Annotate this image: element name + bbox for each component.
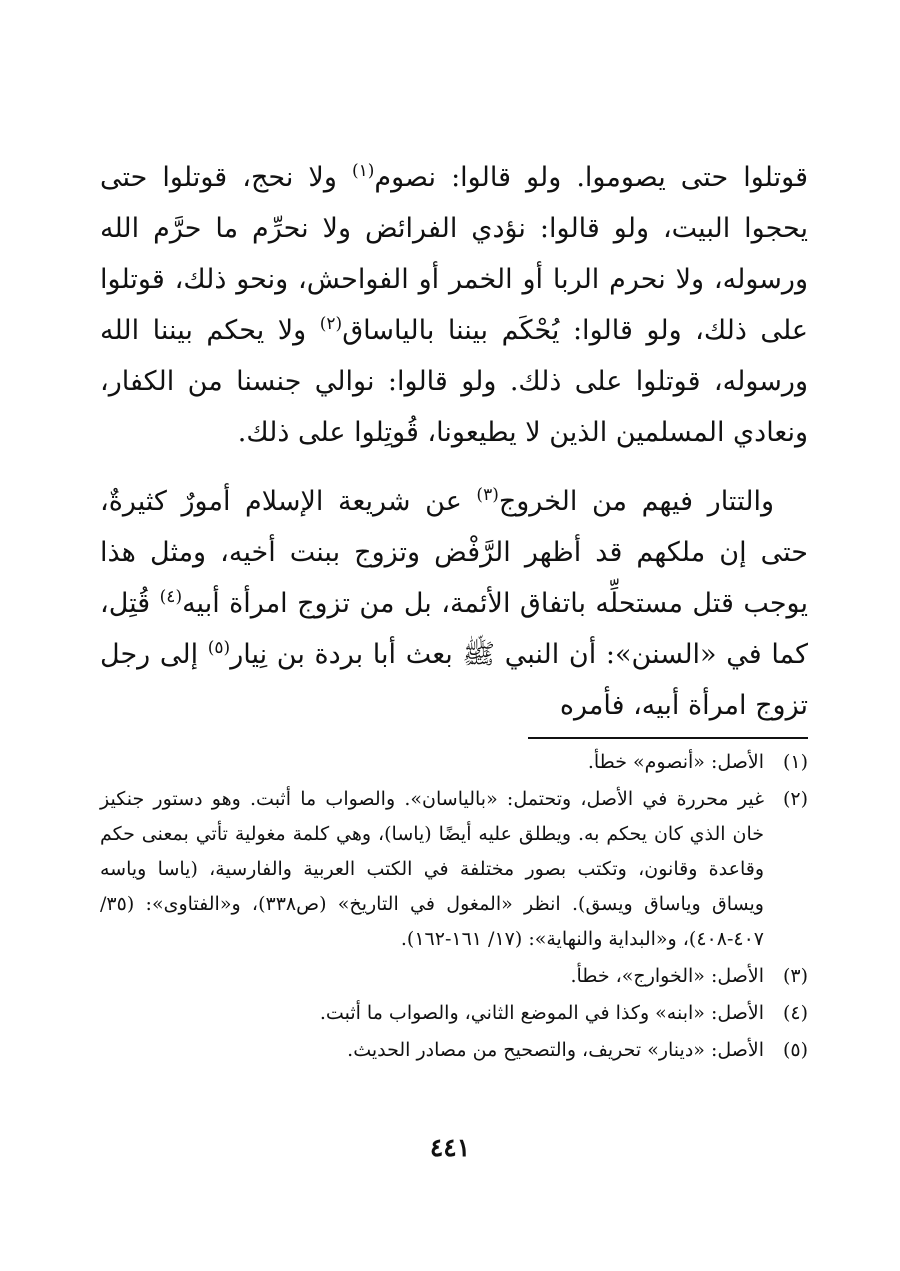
footnotes-list: [100, 745, 808, 1070]
footnote-ref-5: (٥): [207, 638, 231, 658]
paragraph-2: [100, 476, 808, 731]
paragraph-2-part-b: عن شريعة الإسلام أمورٌ كثيرةٌ، حتى إن ملكهم قد أظهر الرَّفْض وتزوج ببنت أخيه، ومثل هذا يوجب قتل مستحلِّه باتفاق الأئمة، بل من تزوج امرأة أبيه: [100, 486, 808, 619]
footnote-number: (٢): [782, 788, 808, 810]
footnote-text: الأصل: «ابنه» وكذا في الموضع الثاني، والصواب ما أثبت.: [319, 1002, 764, 1024]
footnote-ref-2: (٢): [319, 314, 343, 334]
paragraph-1-part-a: قوتلوا حتى يصوموا. ولو قالوا: نصوم: [374, 162, 808, 193]
footnote-item: [100, 959, 808, 994]
paragraph-1-part-c: ولا يحكم بيننا الله ورسوله، قوتلوا على ذلك. ولو قالوا: نوالي جنسنا من الكفار، ونعادي المسلمين الذين لا يطيعونا، قُوتِلوا على ذلك.: [100, 315, 808, 448]
footnote-item: [100, 782, 808, 957]
footnote-item: [100, 745, 808, 780]
paragraph-1-part-b: ولا نحج، قوتلوا حتى يحجوا البيت، ولو قالوا: نؤدي الفرائض ولا نحرِّم ما حرَّم الله ورسوله، ولا نحرم الربا أو الخمر أو الفواحش، ونحو ذلك، قوتلوا على ذلك، ولو قالوا: يُحْكَم بيننا بالياساق: [100, 162, 808, 346]
footnote-number: (٣): [782, 965, 808, 987]
footnote-text: الأصل: «أنصوم» خطأ.: [587, 751, 764, 773]
footnote-item: [100, 996, 808, 1031]
page-number: ٤٤١: [429, 1133, 471, 1162]
footnote-text: الأصل: «الخوارج»، خطأ.: [570, 965, 764, 987]
footnote-ref-1: (١): [351, 161, 375, 181]
footnote-number: (١): [782, 751, 808, 773]
footnote-text: الأصل: «دينار» تحريف، والتصحيح من مصادر الحديث.: [347, 1039, 764, 1061]
paragraph-2-part-d: إلى رجل تزوج امرأة أبيه، فأمره: [100, 639, 808, 721]
paragraph-1: [100, 152, 808, 458]
footnote-ref-3: (٣): [476, 485, 499, 505]
paragraph-2-part-a: والتتار فيهم من الخروج: [498, 486, 774, 517]
paragraph-2-part-c: قُتِل، كما في «السنن»: أن النبي ﷺ بعث أبا بردة بن نِيار: [100, 588, 809, 670]
footnote-separator: [528, 737, 808, 739]
main-text: [100, 152, 808, 731]
footnote-item: [100, 1033, 808, 1068]
footnote-number: (٥): [782, 1039, 808, 1061]
footnote-number: (٤): [782, 1002, 808, 1024]
footnote-text: غير محررة في الأصل، وتحتمل: «بالياسان». والصواب ما أثبت. وهو دستور جنكيز خان الذي كان يحكم به. ويطلق عليه أيضًا (ياسا)، وهي كلمة مغولية تأتي بمعنى حكم وقاعدة وقانون، وتكتب بصور مختلفة في الكتب العربية والفارسية، (ياسا وياسه ويساق وياساق ويسق). انظر «المغول في التاريخ» (ص٣٣٨)، و«الفتاوى»: (٣٥/ ٤٠٧-٤٠٨)، و«البداية والنهاية»: (١٧/ ١٦١-١٦٢).: [100, 788, 764, 950]
footnote-ref-4: (٤): [159, 587, 183, 607]
